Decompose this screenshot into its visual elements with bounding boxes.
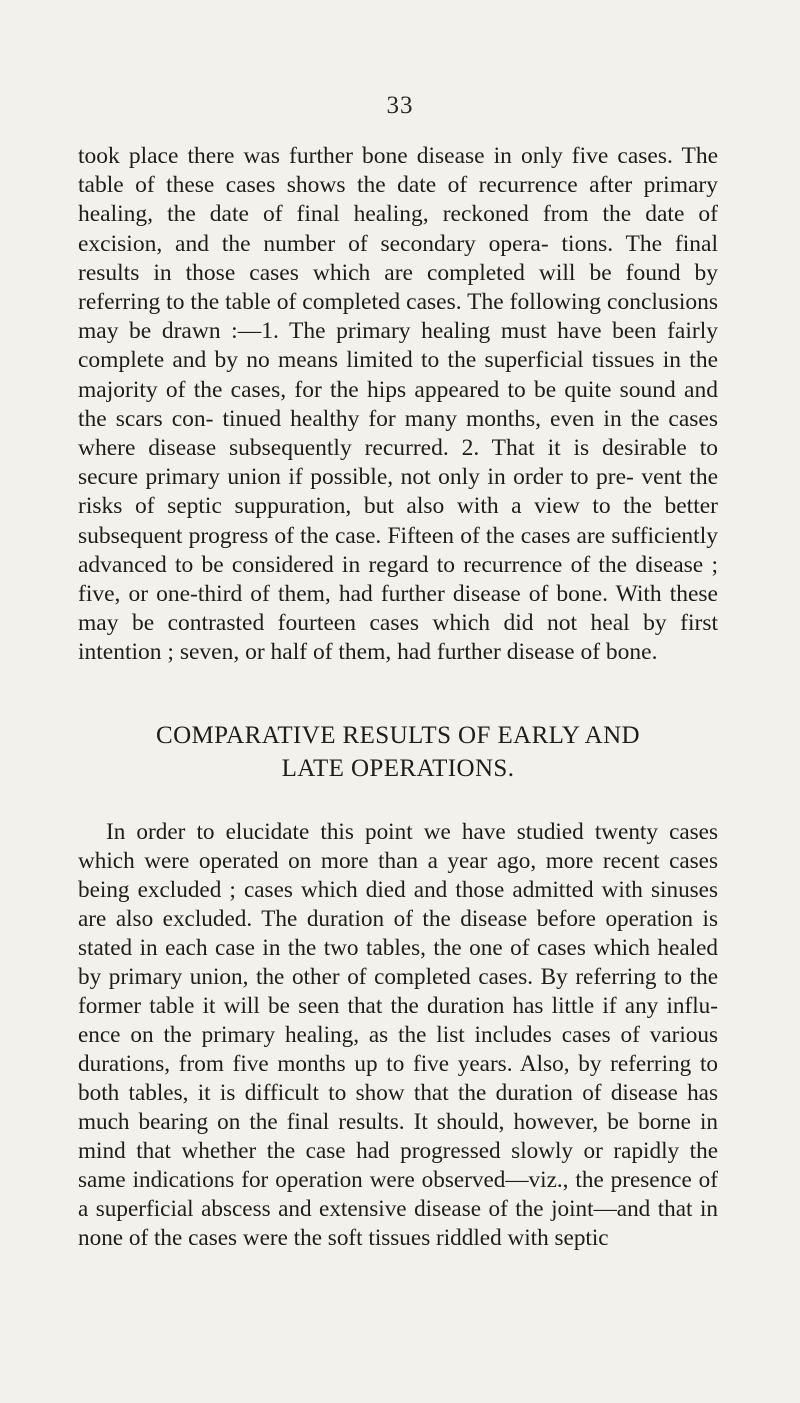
section-heading-line-2: LATE OPERATIONS. bbox=[281, 755, 515, 782]
body-paragraph-comparative-results: In order to elucidate this point we have studied twenty cases which were operated on more than a year ago, more recent cases being excluded ; cases which died and those admitted with sinuses are also excluded. The duration of the disease before operation is stated in each case in the two tables, the one of cases which healed by primary union, the other of completed cases. By referring to the former table it will be seen that the duration has little if any influ- ence on the primary healing, as the list includes cases of various durations, from five months up to five years. Also, by referring to both tables, it is difficult to show that the duration of disease has much bearing on the final results. It should, however, be borne in mind that whether the case had progressed slowly or rapidly the same indications for operation were observed—viz., the presence of a superficial abscess and extensive disease of the joint—and that in none of the cases were the soft tissues riddled with septic bbox=[78, 819, 718, 1251]
page-number: 33 bbox=[386, 92, 414, 119]
body-paragraph-conclusions: took place there was further bone disease in only five cases. The table of these cases shows the date of recurrence after primary healing, the date of final healing, reckoned from the date of excision, and the number of secondary opera- tions. The final results in those cases which are completed will be found by referring to the table of completed cases. The following conclusions may be drawn :—1. The primary healing must have been fairly complete and by no means limited to the superficial tissues in the majority of the cases, for the hips appeared to be quite sound and the scars con- tinued healthy for many months, even in the cases where disease subsequently recurred. 2. That it is desirable to secure primary union if possible, not only in order to pre- vent the risks of septic suppuration, but also with a view to the better subsequent progress of the case. Fifteen of the cases are sufficiently advanced to be considered in regard to recurrence of the disease ; five, or one-third of them, had further disease of bone. With these may be contrasted fourteen cases which did not heal by first intention ; seven, or half of them, had further disease of bone. bbox=[78, 143, 718, 666]
section-heading bbox=[78, 719, 718, 785]
section-heading-line-1: COMPARATIVE RESULTS OF EARLY AND bbox=[156, 722, 640, 749]
